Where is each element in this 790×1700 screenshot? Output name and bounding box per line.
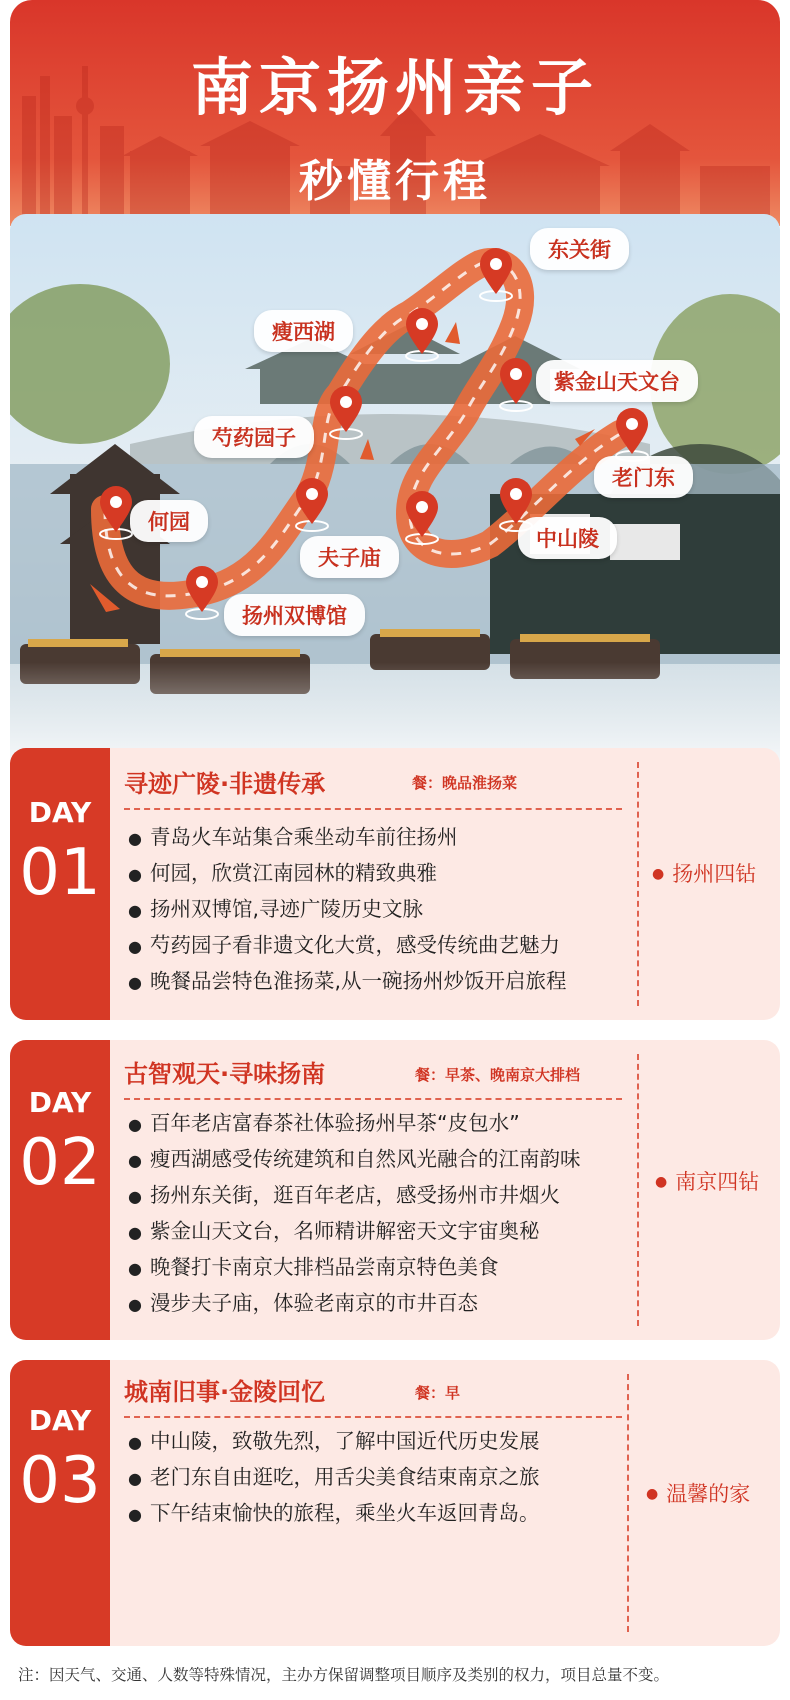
map-label-shaoyao: 芍药园子	[194, 416, 314, 458]
day-badge	[10, 748, 110, 1020]
map-pin-icon	[182, 564, 222, 620]
footer-note: 注：因天气、交通、人数等特殊情况，主办方保留调整项目顺序及类别的权力，项目总量不变。	[18, 1666, 670, 1684]
map-label-zijinshan: 紫金山天文台	[536, 360, 698, 402]
list-item: ● 晚餐打卡南京大排档品尝南京特色美食	[128, 1250, 580, 1286]
day-title: 寻迹广陵·非遗传承	[124, 770, 326, 798]
list-item: ● 下午结束愉快的旅程，乘坐火车返回青岛。	[128, 1496, 539, 1532]
list-item: ● 青岛火车站集合乘坐动车前往扬州	[128, 820, 566, 856]
map-pin-icon	[402, 489, 442, 545]
map-pin-icon	[612, 406, 652, 462]
list-item: ● 扬州东关街，逛百年老店，感受扬州市井烟火	[128, 1178, 580, 1214]
map-label-zhongshanling: 中山陵	[518, 517, 617, 559]
list-item: ● 老门东自由逛吃，用舌尖美食结束南京之旅	[128, 1460, 539, 1496]
divider-vertical	[637, 1054, 639, 1326]
day-title: 城南旧事·金陵回忆	[124, 1378, 326, 1406]
divider	[124, 808, 622, 810]
list-item: ● 漫步夫子庙，体验老南京的市井百态	[128, 1286, 580, 1322]
list-item: ● 瘦西湖感受传统建筑和自然风光融合的江南韵味	[128, 1142, 580, 1178]
list-item: ● 百年老店富春茶社体验扬州早茶“皮包水”	[128, 1106, 580, 1142]
day-card-2	[10, 1040, 780, 1340]
page-subtitle: 秒懂行程	[299, 156, 491, 207]
hotel-info: ● 温馨的家	[646, 1478, 750, 1508]
meal-info: 餐：早茶、晚南京大排档	[415, 1066, 581, 1084]
divider	[124, 1098, 622, 1100]
divider-vertical	[637, 762, 639, 1006]
day-label: DAY	[28, 1086, 92, 1119]
page-title: 南京扬州亲子	[190, 51, 599, 124]
map-label-shuangbo: 扬州双博馆	[224, 594, 365, 636]
day-number: 02	[19, 1126, 101, 1200]
day-number: 03	[19, 1444, 101, 1518]
meal-info: 餐：早	[415, 1384, 461, 1402]
day-label: DAY	[28, 796, 92, 829]
meal-info: 餐：晚品淮扬菜	[412, 774, 518, 792]
day-title: 古智观天·寻味扬南	[124, 1060, 326, 1088]
activity-list	[128, 1106, 580, 1322]
list-item: ● 扬州双博馆,寻迹广陵历史文脉	[128, 892, 566, 928]
day-badge	[10, 1040, 110, 1340]
map-pin-icon	[292, 476, 332, 532]
list-item: ● 中山陵，致敬先烈，了解中国近代历史发展	[128, 1424, 539, 1460]
map-pin-icon	[476, 246, 516, 302]
header-banner	[10, 0, 780, 226]
day-badge	[10, 1360, 110, 1646]
day-number: 01	[19, 836, 101, 910]
map-label-heyuan: 何园	[130, 500, 208, 542]
route-map	[10, 214, 780, 774]
list-item: ● 紫金山天文台，名师精讲解密天文宇宙奥秘	[128, 1214, 580, 1250]
day-label: DAY	[28, 1404, 92, 1437]
map-pin-icon	[326, 384, 366, 440]
map-label-laomendong: 老门东	[594, 456, 693, 498]
list-item: ● 晚餐品尝特色淮扬菜,从一碗扬州炒饭开启旅程	[128, 964, 566, 1000]
map-label-shouxihu: 瘦西湖	[254, 310, 353, 352]
divider-vertical	[627, 1374, 629, 1632]
divider	[124, 1416, 622, 1418]
activity-list	[128, 820, 566, 1000]
map-pin-icon	[496, 356, 536, 412]
list-item: ● 何园，欣赏江南园林的精致典雅	[128, 856, 566, 892]
map-label-dongguanjie: 东关街	[530, 228, 629, 270]
list-item: ● 芍药园子看非遗文化大赏，感受传统曲艺魅力	[128, 928, 566, 964]
day-card-3	[10, 1360, 780, 1646]
hotel-info: ● 扬州四钻	[652, 858, 756, 888]
activity-list	[128, 1424, 539, 1532]
hotel-info: ● 南京四钻	[655, 1166, 759, 1196]
day-card-1	[10, 748, 780, 1020]
map-label-fuzimiao: 夫子庙	[300, 536, 399, 578]
map-pin-icon	[402, 306, 442, 362]
